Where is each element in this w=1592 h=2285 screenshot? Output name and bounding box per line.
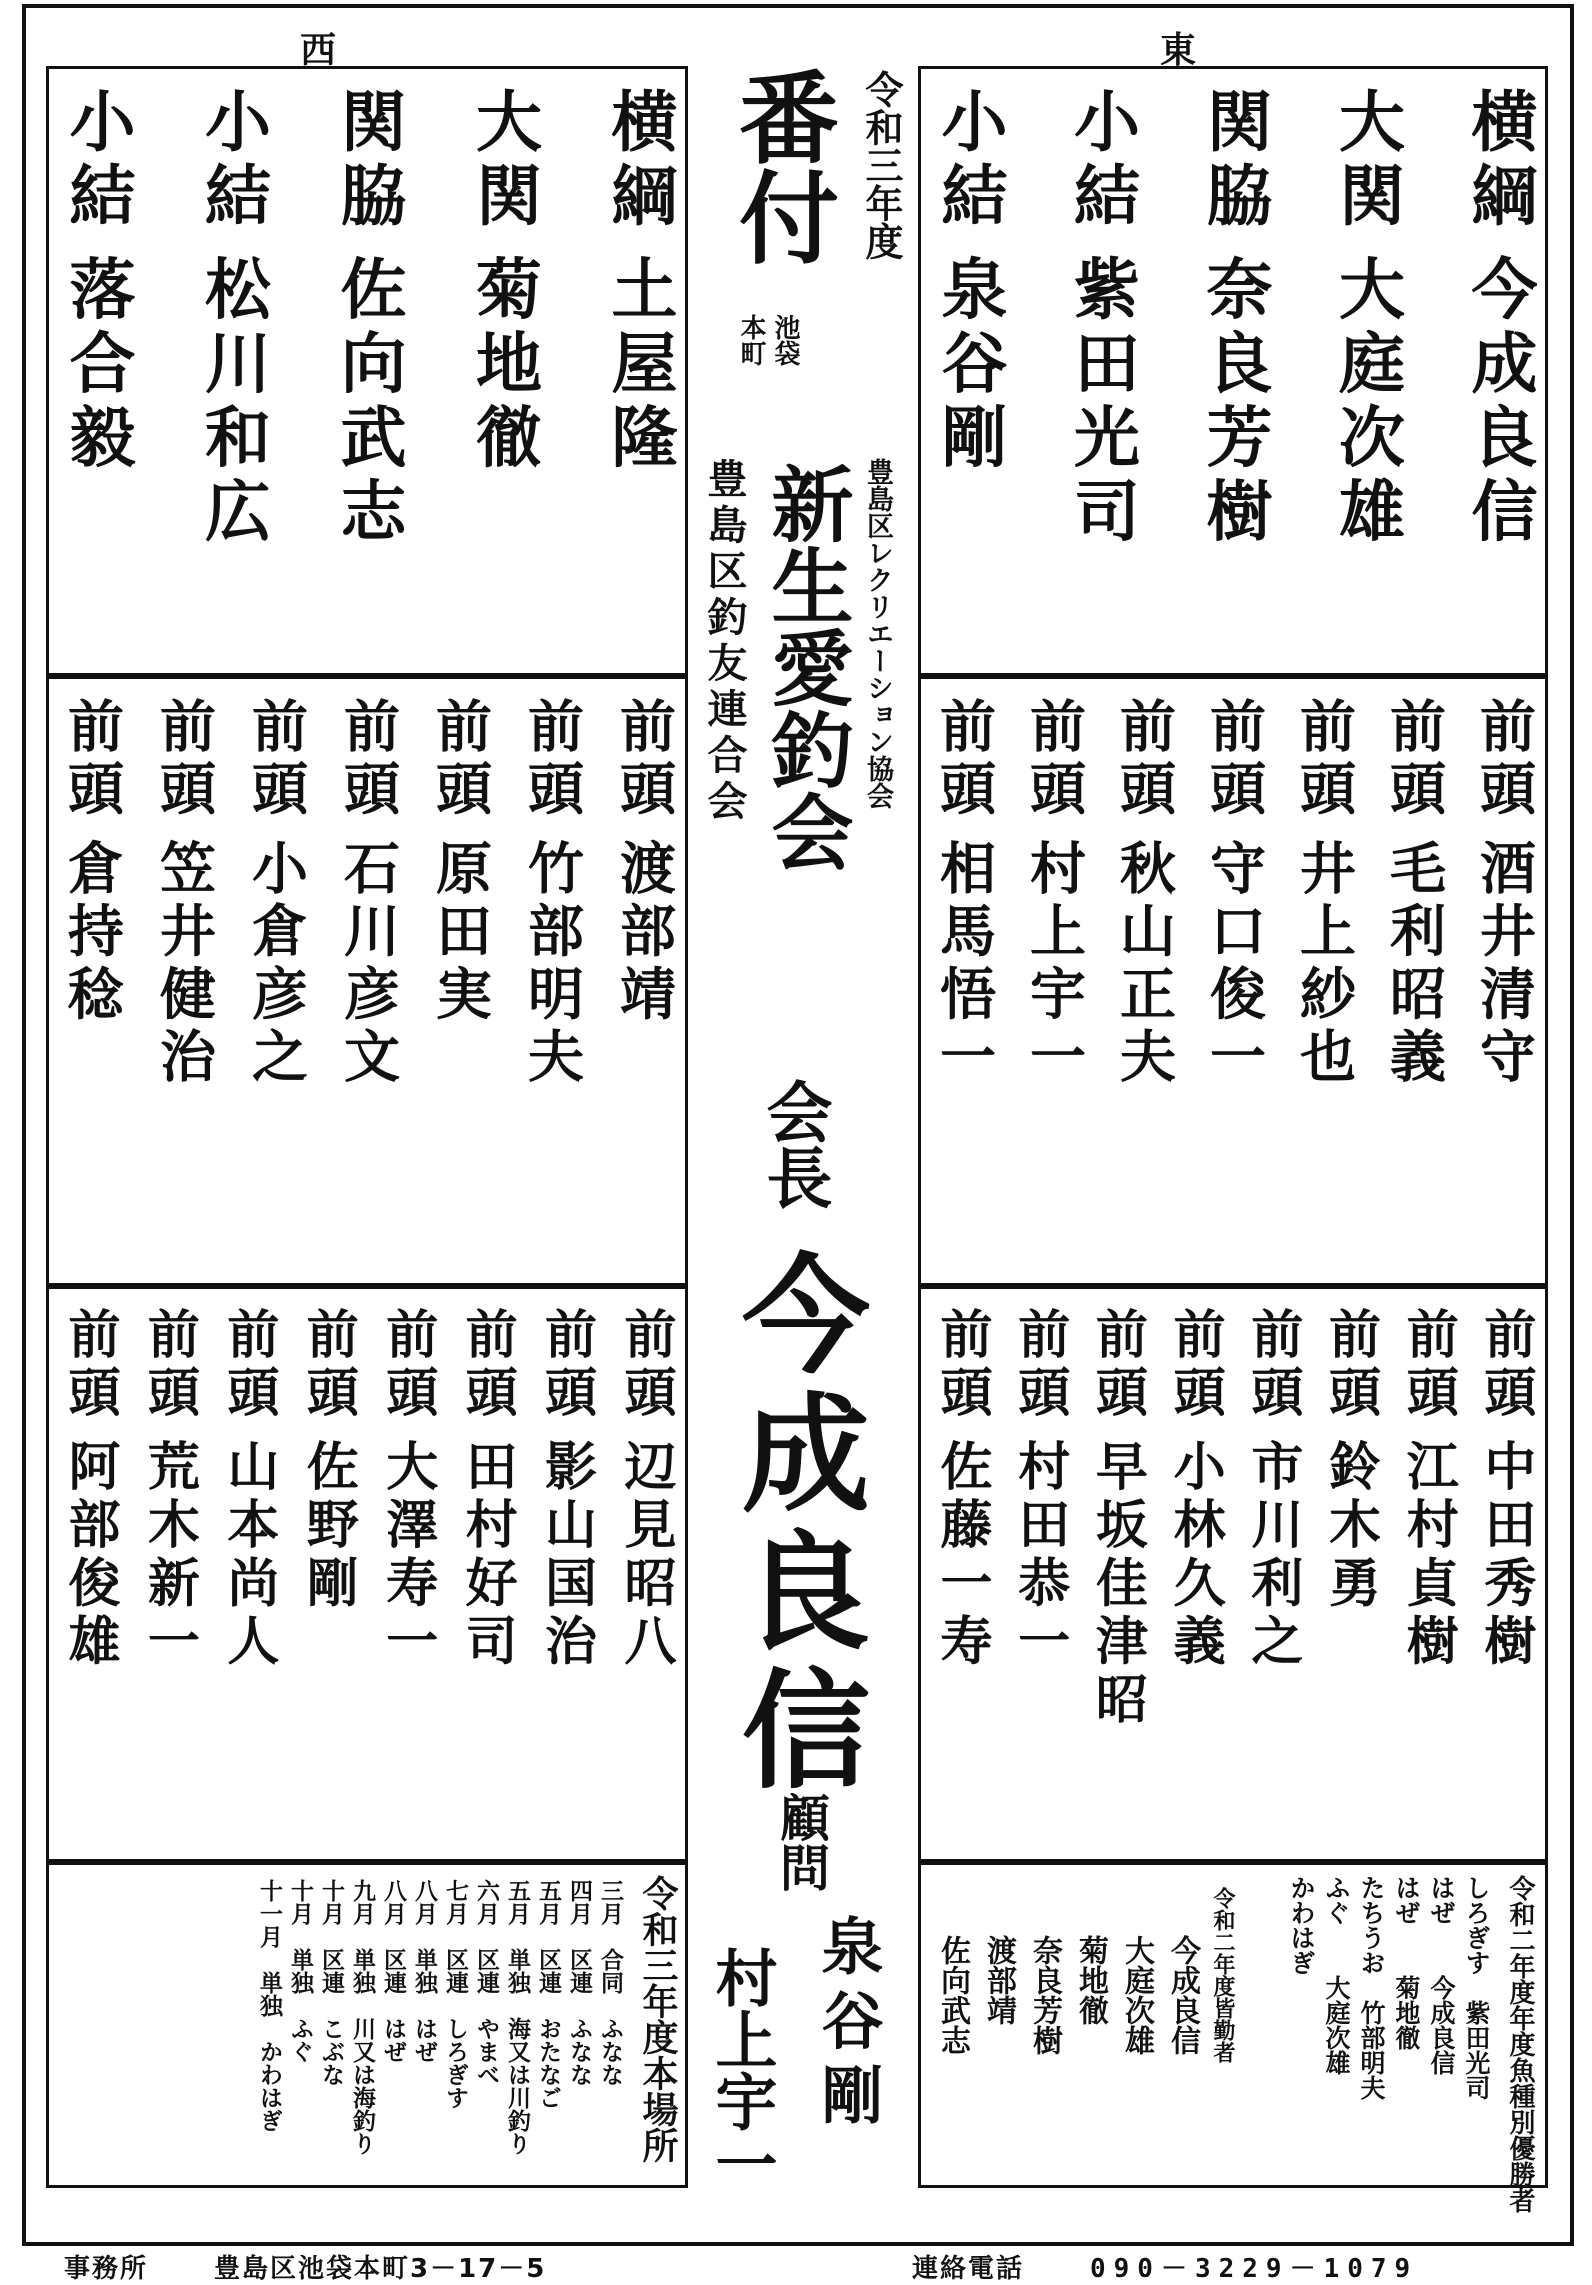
- west-schedule-box: [46, 1862, 688, 2188]
- schedule-item: 六月 区連 やまべ: [473, 1879, 499, 2086]
- wrestler-entry: [151, 697, 216, 1265]
- chair-name: 今成良信: [720, 1248, 869, 1801]
- wrestler-entry: [297, 1307, 358, 1841]
- rank-label: 関脇: [1195, 87, 1272, 235]
- wrestler-entry: [931, 697, 996, 1265]
- place-b: 本町: [736, 314, 766, 366]
- wrestler-entry: [329, 87, 406, 655]
- schedule-item: 九月 単独 川又は海釣り: [349, 1879, 375, 2155]
- wrestler-name: 大澤寿一: [376, 1439, 437, 1673]
- wrestler-name: 今成良信: [1460, 254, 1537, 551]
- office-label: 事務所: [64, 2254, 149, 2284]
- rank-label: 横綱: [600, 87, 677, 235]
- rank-label: 前頭: [1319, 1307, 1380, 1424]
- award-line: ふぐ 大庭次雄: [1322, 1875, 1351, 2075]
- wrestler-name: 井上紗也: [1291, 839, 1356, 1091]
- rank-label: 前頭: [1021, 697, 1086, 823]
- advisor-1: 泉谷剛: [811, 1914, 884, 2138]
- east-label: 東: [1160, 30, 1197, 71]
- schedule-item: 四月 区連 ふなな: [566, 1879, 592, 2086]
- west-sanyaku-box: [46, 66, 688, 676]
- schedule-item: 五月 区連 おたなご: [535, 1879, 561, 2109]
- wrestler-entry: [614, 1307, 675, 1841]
- west-maegashira-box-2: [46, 1286, 688, 1862]
- wrestler-entry: [611, 697, 676, 1265]
- wrestler-name: 田村好司: [456, 1439, 517, 1673]
- wrestler-entry: [519, 697, 584, 1265]
- schedule-item: 八月 区連 はぜ: [380, 1879, 406, 2063]
- rank-label: 小結: [930, 87, 1007, 235]
- rank-label: 前頭: [931, 697, 996, 823]
- rank-label: 前頭: [427, 697, 492, 823]
- rank-label: 大関: [464, 87, 542, 235]
- rank-label: 前頭: [59, 1307, 119, 1424]
- attendance-name: 渡部靖: [981, 1935, 1016, 2025]
- wrestler-name: 辺見昭八: [614, 1439, 675, 1673]
- rank-label: 前頭: [1474, 1307, 1535, 1424]
- wrestler-name: 大庭次雄: [1327, 254, 1405, 551]
- wrestler-name: 相馬悟一: [931, 839, 996, 1091]
- west-maegashira-box-1: [46, 676, 688, 1286]
- wrestler-entry: [931, 1307, 991, 1841]
- award-line: しろぎす 紫田光司: [1462, 1875, 1491, 2100]
- attendance-title: 令和二年度皆勤者: [1210, 1887, 1235, 2063]
- award-line: はぜ 菊地徹: [1392, 1875, 1421, 2050]
- wrestler-name: 村上宇一: [1021, 839, 1086, 1091]
- wrestler-name: 毛利昭義: [1381, 839, 1446, 1091]
- wrestler-entry: [1008, 1307, 1069, 1841]
- rank-label: 前頭: [535, 1307, 596, 1424]
- rank-label: 前頭: [931, 1307, 991, 1424]
- wrestler-entry: [427, 697, 492, 1265]
- east-awards-box: [918, 1862, 1548, 2213]
- wrestler-entry: [1319, 1307, 1380, 1841]
- rank-label: 前頭: [297, 1307, 358, 1424]
- wrestler-entry: [335, 697, 400, 1265]
- awards-title: 令和二年度年度魚種別優勝者: [1505, 1875, 1535, 2213]
- west-label: 西: [300, 30, 337, 71]
- office-address: 豊島区池袋本町3－17－5: [214, 2254, 547, 2284]
- wrestler-name: 佐藤一寿: [931, 1439, 991, 1673]
- wrestler-name: 早坂佳津昭: [1086, 1439, 1147, 1731]
- wrestler-name: 江村貞樹: [1397, 1439, 1458, 1673]
- rank-label: 前頭: [59, 697, 124, 823]
- rank-label: 前頭: [1381, 697, 1446, 823]
- wrestler-entry: [1460, 87, 1537, 655]
- awards-list: [1289, 1875, 1489, 2100]
- advisor-2: 村上宇一: [705, 1946, 778, 2194]
- rank-label: 前頭: [1291, 697, 1356, 823]
- wrestler-name: 紫田光司: [1062, 254, 1140, 551]
- center-column: [690, 66, 912, 2194]
- wrestler-name: 泉谷剛: [930, 254, 1007, 477]
- rank-label: 前頭: [1201, 697, 1266, 823]
- chair-label: 会長: [755, 1078, 832, 1210]
- phone-number: 090－3229－1079: [1090, 2254, 1419, 2284]
- wrestler-entry: [59, 697, 124, 1265]
- wrestler-entry: [217, 1307, 278, 1841]
- award-line: たちうお 竹部明夫: [1357, 1875, 1386, 2100]
- attendance-name: 佐向武志: [935, 1935, 970, 2055]
- rank-label: 前頭: [1164, 1307, 1225, 1424]
- wrestler-entry: [456, 1307, 517, 1841]
- wrestler-entry: [464, 87, 542, 655]
- era-text: 令和三年度: [859, 70, 903, 260]
- wrestler-name: 村田恭一: [1008, 1439, 1069, 1673]
- attendance-list: [935, 1935, 1200, 2055]
- wrestler-entry: [138, 1307, 199, 1841]
- rank-label: 前頭: [1008, 1307, 1069, 1424]
- rank-label: 前頭: [376, 1307, 437, 1424]
- wrestler-entry: [59, 1307, 119, 1841]
- wrestler-entry: [535, 1307, 596, 1841]
- wrestler-entry: [600, 87, 677, 655]
- wrestler-name: 松川和広: [193, 254, 271, 551]
- wrestler-name: 倉持稔: [59, 839, 124, 1028]
- award-line: はぜ 今成良信: [1427, 1875, 1456, 2075]
- wrestler-entry: [376, 1307, 437, 1841]
- rank-label: 前頭: [151, 697, 216, 823]
- wrestler-name: 菊地徹: [464, 254, 542, 477]
- place-a: 池袋: [770, 314, 800, 366]
- wrestler-entry: [1241, 1307, 1302, 1841]
- wrestler-entry: [1381, 697, 1446, 1265]
- east-maegashira-box-2: [918, 1286, 1548, 1862]
- wrestler-name: 土屋隆: [600, 254, 677, 477]
- advisor-label: 顧問: [772, 1792, 830, 1892]
- rank-label: 前頭: [611, 697, 676, 823]
- rank-label: 小結: [193, 87, 271, 235]
- wrestler-name: 落合毅: [58, 254, 135, 477]
- rank-label: 前頭: [138, 1307, 199, 1424]
- wrestler-entry: [243, 697, 308, 1265]
- wrestler-name: 鈴木勇: [1319, 1439, 1380, 1614]
- schedule-item: 五月 単独 海又は川釣り: [504, 1879, 530, 2155]
- wrestler-entry: [1111, 697, 1176, 1265]
- wrestler-entry: [193, 87, 271, 655]
- rank-label: 前頭: [335, 697, 400, 823]
- wrestler-name: 市川利之: [1241, 1439, 1302, 1673]
- rank-label: 前頭: [519, 697, 584, 823]
- schedule-item: 八月 単独 はぜ: [411, 1879, 437, 2063]
- rank-label: 前頭: [456, 1307, 517, 1424]
- wrestler-name: 佐向武志: [329, 254, 406, 551]
- wrestler-name: 笠井健治: [151, 839, 216, 1091]
- association-1: 豊島区レクリエーション協会: [862, 458, 893, 809]
- rank-label: 小結: [1062, 87, 1140, 235]
- attendance-name: 奈良芳樹: [1027, 1935, 1062, 2055]
- wrestler-entry: [1164, 1307, 1225, 1841]
- rank-label: 前頭: [1241, 1307, 1302, 1424]
- east-sanyaku-box: [918, 66, 1548, 676]
- wrestler-name: 小倉彦之: [243, 839, 308, 1091]
- wrestler-entry: [1397, 1307, 1458, 1841]
- wrestler-entry: [1086, 1307, 1147, 1841]
- schedule-item: 十一月 単独 かわはぎ: [256, 1879, 282, 2132]
- wrestler-name: 原田実: [427, 839, 492, 1028]
- rank-label: 小結: [58, 87, 135, 235]
- wrestler-name: 中田秀樹: [1474, 1439, 1535, 1673]
- schedule-item: 七月 区連 しろぎす: [442, 1879, 468, 2109]
- rank-label: 大関: [1327, 87, 1405, 235]
- attendance-name: 今成良信: [1165, 1935, 1200, 2055]
- wrestler-entry: [1195, 87, 1272, 655]
- schedule-list: [257, 1879, 621, 2155]
- wrestler-name: 佐野剛: [297, 1439, 358, 1614]
- wrestler-name: 石川彦文: [335, 839, 400, 1091]
- wrestler-entry: [1474, 1307, 1535, 1841]
- attendance-name: 菊地徹: [1073, 1935, 1108, 2025]
- wrestler-name: 荒木新一: [138, 1439, 199, 1673]
- rank-label: 前頭: [1397, 1307, 1458, 1424]
- banzuke-title: 番付: [722, 66, 839, 266]
- phone-label: 連絡電話: [912, 2254, 1025, 2284]
- wrestler-name: 守口俊一: [1201, 839, 1266, 1091]
- schedule-item: 三月 合同 ふなな: [597, 1879, 623, 2086]
- rank-label: 前頭: [217, 1307, 278, 1424]
- rank-label: 関脇: [329, 87, 406, 235]
- rank-label: 前頭: [1471, 697, 1536, 823]
- wrestler-entry: [930, 87, 1007, 655]
- schedule-title: 令和三年度本場所: [637, 1875, 678, 2163]
- wrestler-entry: [58, 87, 135, 655]
- rank-label: 前頭: [243, 697, 308, 823]
- wrestler-name: 小林久義: [1164, 1439, 1225, 1673]
- wrestler-name: 竹部明夫: [519, 839, 584, 1091]
- wrestler-entry: [1471, 697, 1536, 1265]
- wrestler-name: 秋山正夫: [1111, 839, 1176, 1091]
- rank-label: 前頭: [1111, 697, 1176, 823]
- schedule-item: 十月 単独 ふぐ: [287, 1879, 313, 2063]
- rank-label: 前頭: [1086, 1307, 1147, 1424]
- wrestler-name: 山本尚人: [217, 1439, 278, 1673]
- award-line: かわはぎ: [1287, 1875, 1316, 2000]
- wrestler-name: 渡部靖: [611, 839, 676, 1028]
- wrestler-name: 奈良芳樹: [1195, 254, 1272, 551]
- wrestler-entry: [1021, 697, 1086, 1265]
- wrestler-name: 阿部俊雄: [59, 1439, 119, 1673]
- wrestler-name: 影山国治: [535, 1439, 596, 1673]
- east-maegashira-box-1: [918, 676, 1548, 1286]
- schedule-item: 十月 区連 こぶな: [318, 1879, 344, 2086]
- rank-label: 前頭: [614, 1307, 675, 1424]
- club-name: 新生愛釣会: [758, 462, 853, 872]
- association-2: 豊島区釣友連合会: [701, 458, 747, 826]
- wrestler-entry: [1291, 697, 1356, 1265]
- wrestler-name: 酒井清守: [1471, 839, 1536, 1091]
- wrestler-entry: [1062, 87, 1140, 655]
- rank-label: 横綱: [1460, 87, 1537, 235]
- wrestler-entry: [1201, 697, 1266, 1265]
- wrestler-entry: [1327, 87, 1405, 655]
- attendance-name: 大庭次雄: [1119, 1935, 1154, 2055]
